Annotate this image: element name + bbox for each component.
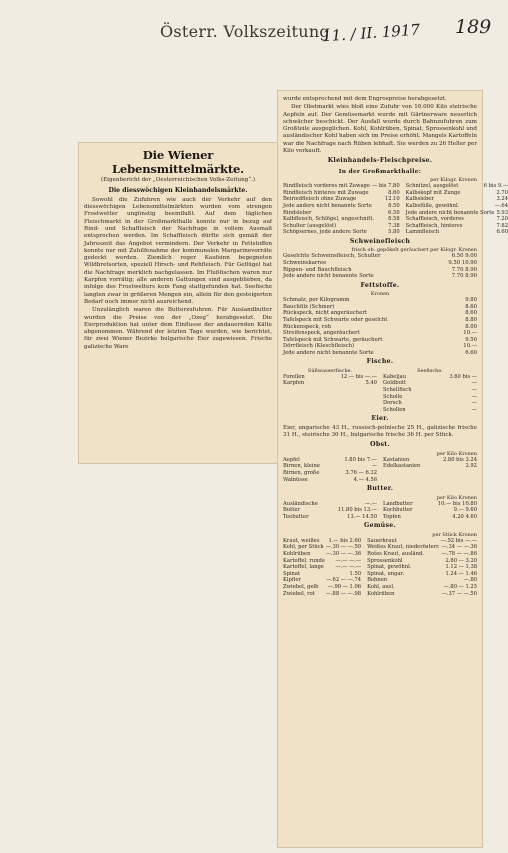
price-value: — xyxy=(371,463,377,470)
price-row xyxy=(283,470,377,477)
price-value: 1.12 — 1.38 xyxy=(445,564,478,571)
price-item-name: Schaffleisch, vorderes xyxy=(405,216,464,223)
price-row xyxy=(283,463,377,470)
price-value: —.34 — —.36 xyxy=(441,544,478,551)
price-row xyxy=(283,551,361,558)
price-row xyxy=(383,387,477,394)
price-value: 7.38 xyxy=(388,222,400,229)
price-row xyxy=(367,591,477,598)
price-row xyxy=(383,463,477,470)
price-value: 3.24 xyxy=(496,196,508,203)
price-value: —.— —.— xyxy=(335,564,362,571)
unit-label: per Kilogr. Kronen xyxy=(430,177,477,184)
price-value: 5.93 xyxy=(496,209,508,216)
price-item-name: Rückspeck, nicht angeräuchert xyxy=(283,310,368,317)
price-row xyxy=(283,501,377,508)
price-item-name: Rückenspeck, roh xyxy=(283,323,332,330)
article-paragraph: Sowohl die Zufuhren wie auch der Verkehr auf den diesswöchigen Lebensmittelmärkten wurden vom strengen Frostwetter ungünstig beeinflußt. Auf dem täglichen Fleischmarkt in der Großmarkthalle konnte nur in bezug auf Rind- und Schaffleisch der Nachfrage in vollem Ausmaß entsprochen werden. Im Schaffleisch dürfte sich gemäß der Jahreszeit das Angebot vermindern. Der Verkehr in Fettstoffen konnte nur mit Zuhilfenahme der kommunalen Margarinevorräte gedeckt werden. Ziemlich reger Kaufsinn begegneten Wildbretsorten, speziell Hirsch- und Rehfleisch. Für Geflügel hat die Nachfrage merklich nachgelassen. Im Flußfischen waren nur Karpfen vorrätig; alle anderen Gattungen sind ausgeblieben, da infolge des Frostwetters kein Fang stattgefunden hat. Seefische langten zwar in größeren Mengen ein, allein für den gesteigerten Bedarf noch immer nicht ausreichend. xyxy=(84,196,272,305)
price-item-name: Kochbutter xyxy=(383,507,413,514)
price-row xyxy=(283,229,400,236)
section-gemuese: Gemüse. xyxy=(364,522,396,530)
price-value: —.30 — —.50 xyxy=(325,544,362,551)
price-row xyxy=(406,190,508,197)
price-value: 3.76 — 6.32 xyxy=(345,470,377,477)
price-item-name: Kalbskopf mit Zunge xyxy=(405,189,461,196)
price-value: 6.60 xyxy=(496,229,508,236)
price-row xyxy=(283,304,477,311)
price-value: 7.70 8.90 xyxy=(451,273,477,280)
price-item-name: Kipfler xyxy=(283,577,301,584)
price-row xyxy=(283,183,400,190)
price-value: 2.80 — 3.20 xyxy=(445,557,478,564)
price-item-name: Birnen, große xyxy=(283,470,320,477)
price-row xyxy=(383,514,477,521)
price-row xyxy=(283,514,377,521)
price-item-name: Birnen, kleine xyxy=(283,463,320,470)
gemuese-price-table xyxy=(283,538,477,597)
price-item-name: Jede andere nicht benannte Sorte xyxy=(283,349,374,356)
price-value: 12.— bis —.— xyxy=(340,373,377,380)
price-row xyxy=(283,203,400,210)
price-value: 8.58 xyxy=(388,216,400,223)
price-row xyxy=(283,343,477,350)
price-item-name: Kartoffel, runde xyxy=(283,557,325,564)
price-item-name: Kohlrüben xyxy=(367,590,395,597)
price-item-name: Topfen xyxy=(383,513,401,520)
newspaper-masthead: Österr. Volkszeitung xyxy=(160,22,330,41)
price-row xyxy=(406,183,508,190)
price-row xyxy=(383,507,477,514)
price-item-name: Landbutter xyxy=(383,500,413,507)
price-item-name: Schnitzel, ausgelöst xyxy=(405,183,459,190)
price-value: 8.50 xyxy=(388,202,400,209)
price-value: 6.60 xyxy=(465,349,477,356)
price-value: 7.82 xyxy=(496,222,508,229)
price-row xyxy=(406,203,508,210)
price-item-name: Schmalz, per Kilogramm xyxy=(283,297,350,304)
price-value: 7.20 xyxy=(496,216,508,223)
price-value: 2.92 xyxy=(465,463,477,470)
section-obst: Obst. xyxy=(370,441,390,449)
price-row xyxy=(283,477,377,484)
price-item-name: Spinat, ungar. xyxy=(367,570,405,577)
section-eier: Eier. xyxy=(371,415,389,423)
price-value: 10.— xyxy=(463,343,477,350)
price-row xyxy=(283,273,477,280)
price-value: 3.60 bis — xyxy=(449,373,477,380)
price-row xyxy=(283,253,477,260)
price-item-name: Sauerkraut xyxy=(367,537,397,544)
price-value: 4.20 4.60 xyxy=(452,513,477,520)
price-item-name: Schollen xyxy=(383,406,406,413)
price-value: — xyxy=(471,387,477,394)
price-value: 10.— bis 10.80 xyxy=(437,500,477,507)
section-fleisch-title: Kleinhandels-Fleischpreise. xyxy=(327,157,433,165)
price-row xyxy=(283,190,400,197)
price-item-name: Beiriedfleisch ohne Zuwage xyxy=(283,196,357,203)
price-item-name: Butter xyxy=(283,507,300,514)
price-item-name: Geselchte Schweinsfleisch, Schulter xyxy=(283,253,381,260)
obst-price-table xyxy=(283,457,477,483)
price-row xyxy=(283,324,477,331)
fisch-price-table xyxy=(283,368,477,414)
eier-paragraph: Eier, ungarische 43 H., russisch-polnische 25 H., galizische frische 31 H., steirische 30 H., bulgarische frische 36 H. per Stück. xyxy=(283,424,477,439)
section-schweinefleisch: Schweinefleisch xyxy=(349,237,411,245)
unit-label: per Kilo Kronen xyxy=(436,494,477,501)
price-row xyxy=(283,584,361,591)
price-item-name: Forellen xyxy=(283,373,305,380)
price-item-name: Streifenspeck, angeräuchert xyxy=(283,330,360,337)
price-row xyxy=(367,558,477,565)
article-source: (Eigenbericht der „Oesterreichischen Volks-Zeitung“.) xyxy=(100,177,256,183)
price-value: 6.50 xyxy=(388,209,400,216)
price-row xyxy=(283,223,400,230)
clipping-left xyxy=(78,142,278,464)
price-item-name: Schellfisch xyxy=(383,387,412,394)
price-value: 8.60 xyxy=(388,189,400,196)
price-row xyxy=(367,584,477,591)
price-value: 8.60 xyxy=(465,303,477,310)
article-subtitle: Die diesswöchigen Kleinhandelsmärkte. xyxy=(108,186,248,194)
price-item-name: Rindfleisch hinteres mit Zuwage xyxy=(283,189,369,196)
price-value: —.— xyxy=(364,500,377,507)
price-row xyxy=(283,350,477,357)
price-row xyxy=(283,591,361,598)
price-value: —.62 — —.74 xyxy=(325,577,362,584)
price-value: 5.40 xyxy=(365,380,377,387)
price-row xyxy=(406,229,508,236)
schwein-price-table xyxy=(283,253,477,279)
article-paragraph: Unzulänglich waren die Butterzufuhren. Für Auslandbutter wurden die Preise von der „Ozeg“ herabgesetzt. Die Eierproduktion hat unter dem Einflusse der andauernden Kälte abgenommen. Während der letzten Tage wurden, wie berichtet, für zwei Wiener Bezirke bulgarische Eier zugewiesen. Frische galizische Ware xyxy=(84,307,272,350)
price-row xyxy=(383,407,477,414)
price-item-name: Kohlrüben xyxy=(283,551,311,557)
price-item-name: Kohl, per Stück xyxy=(283,544,324,551)
price-value: 6.50 9.00 xyxy=(451,253,477,260)
price-item-name: Kartoffel, lange xyxy=(283,564,324,571)
price-value: 12.10 xyxy=(384,196,400,203)
price-item-name: Edelkastanien xyxy=(383,463,421,470)
price-value: —.30 — —.36 xyxy=(325,551,362,557)
price-item-name: Schaffleisch, hinteres xyxy=(405,222,463,229)
price-item-name: Rindfleisch vorderes mit Zuwage xyxy=(283,183,370,190)
price-item-name: Rippen- und Bauchfleisch xyxy=(283,266,352,273)
price-item-name: Tafelspeck mit Schwarte oder geselcht xyxy=(283,316,388,323)
price-row xyxy=(283,544,361,551)
price-row xyxy=(283,571,361,578)
price-row xyxy=(406,210,508,217)
price-row xyxy=(383,501,477,508)
price-item-name: Weißes Kraut, niederösterr. xyxy=(367,544,440,551)
fett-price-table xyxy=(283,297,477,356)
price-row xyxy=(283,564,361,571)
price-item-name: Dorsch xyxy=(383,400,402,407)
price-value: —.64 xyxy=(494,202,508,209)
price-value: 9.— 9.60 xyxy=(453,507,477,514)
price-item-name: Goldbutt xyxy=(383,380,407,387)
price-row xyxy=(283,380,377,387)
section-fische: Fische. xyxy=(366,358,394,366)
price-value: 7.70 8.90 xyxy=(451,266,477,273)
price-item-name: Aepfel xyxy=(283,456,300,463)
price-row xyxy=(383,400,477,407)
price-value: 4.— 4.56 xyxy=(353,476,377,483)
price-item-name: Rotes Kraut, ausländ. xyxy=(367,551,424,557)
price-row xyxy=(367,538,477,545)
price-value: 6 bis 9.— xyxy=(483,183,508,190)
price-value: — xyxy=(471,380,477,387)
fisch-subhead: Süßwasserfische. xyxy=(307,367,353,374)
price-row xyxy=(383,457,477,464)
unit-label: frisch ob. gepökelt geräuchert per Kilogr. Kronen xyxy=(351,247,477,254)
price-value: —.37 — —.50 xyxy=(441,590,478,597)
archive-card-header xyxy=(0,0,504,62)
unit-label: per Stück Kronen xyxy=(432,531,477,538)
price-row xyxy=(367,544,477,551)
price-value: 1.— bis 2.60 xyxy=(328,537,362,544)
price-item-name: Kohl, ausl. xyxy=(367,583,395,590)
price-value: —.88 — —.98 xyxy=(325,590,362,597)
article-continuation: wurde entsprechend mit dem Engrospreise herabgesetzt. xyxy=(283,96,447,102)
price-item-name: Kalbsleber xyxy=(405,196,434,203)
price-row xyxy=(283,330,477,337)
price-row xyxy=(406,196,508,203)
price-row xyxy=(283,210,400,217)
price-value: 1.24 — 1.46 xyxy=(445,570,478,577)
price-row xyxy=(383,394,477,401)
price-item-name: Sprossenkohl xyxy=(367,557,403,564)
clipping-right xyxy=(277,90,508,848)
section-butter: Butter. xyxy=(366,485,394,493)
handwritten-date: 11. / II. 1917 xyxy=(321,20,421,46)
price-item-name: Kastanien xyxy=(383,456,410,463)
obstmarkt-paragraph: Der Obstmarkt wies bloß eine Zufuhr von 10.000 Kilo steirische Aepfeln auf. Der Gemüsemarkt wurde mit Gärtnerware neuerlich schwächer beschickt. Der Ausfall wurde durch Bahnzufuhren zum Großteile ausgeglichen. Kohl, Kohlrüben, Spinat, Sprossenkohl und ausländischer Kohl haben sich im Preise erhöht. Mangels Kartoffeln war die Nachfrage nach Rüben lebhaft. Sie werden zu 26 Heller per Kilo verkauft. xyxy=(283,104,477,155)
price-item-name: Walnüsse xyxy=(283,476,308,483)
price-item-name: Jede andere nicht benannte Sorte xyxy=(283,273,374,280)
price-value: 1.50 xyxy=(349,570,362,577)
price-item-name: Rindsleber xyxy=(283,209,312,216)
price-item-name: Jede andere nicht benannte Sorte xyxy=(283,202,372,209)
price-row xyxy=(283,457,377,464)
price-row xyxy=(283,297,477,304)
price-row xyxy=(367,564,477,571)
price-item-name: Karpfen xyxy=(283,380,305,387)
price-row xyxy=(367,577,477,584)
price-item-name: Spinat, gewöhnl. xyxy=(367,564,412,571)
butter-price-table xyxy=(283,501,477,521)
article-title: Die Wiener Lebensmittelmärkte. xyxy=(111,148,245,176)
price-item-name: Kabeljau xyxy=(383,373,407,380)
price-value: 9.80 xyxy=(465,297,477,304)
price-value: 1.80 bis 7.— xyxy=(344,456,377,463)
price-value: —.— —.— xyxy=(335,557,362,564)
price-row xyxy=(283,267,477,274)
price-value: — xyxy=(471,400,477,407)
price-value: 10.— xyxy=(463,330,477,337)
price-item-name: Spinat xyxy=(283,570,301,577)
price-value: 13.— 14.50 xyxy=(347,513,377,520)
price-item-name: Schöpsernes, jede andere Sorte xyxy=(283,229,367,236)
price-row xyxy=(283,317,477,324)
price-value: —.90 — 1.06 xyxy=(327,583,362,590)
price-value: —.80 — 1.25 xyxy=(443,583,478,590)
price-item-name: Zwiebel, rot xyxy=(283,590,315,597)
price-item-name: Zwiebel, gelb xyxy=(283,583,319,590)
price-value: 9.50 xyxy=(465,336,477,343)
price-item-name: Tafelspeck mit Schwarte, geräuchert xyxy=(283,336,383,343)
price-item-name: Kalbfleisch, Schlögel, ungeschnitt. xyxy=(283,216,375,223)
price-row xyxy=(367,571,477,578)
price-value: 2.80 bis 3.24 xyxy=(442,456,477,463)
price-item-name: Bauchfilz (Schmer) xyxy=(283,303,335,310)
unit-label: Kronen xyxy=(370,291,390,298)
price-row xyxy=(283,216,400,223)
price-row xyxy=(383,380,477,387)
price-item-name: Teebutter xyxy=(283,513,309,520)
price-row xyxy=(383,374,477,381)
price-row xyxy=(367,551,477,558)
price-value: —.52 bis —.— xyxy=(440,537,478,544)
price-item-name: Kraut, weißes xyxy=(283,537,320,544)
price-value: 8.00 xyxy=(465,323,477,330)
price-row xyxy=(406,223,508,230)
price-value: 9.50 10.90 xyxy=(448,259,477,266)
price-row xyxy=(283,374,377,381)
price-item-name: Dörrfleisch (Kleschfleisch) xyxy=(283,343,355,350)
price-item-name: Kalbsfüße, gewöhnl. xyxy=(405,202,460,209)
price-item-name: Schulter (ausgelöst) xyxy=(283,222,337,229)
price-row xyxy=(283,196,400,203)
price-value: — xyxy=(471,393,477,400)
price-item-name: Lammfleisch xyxy=(405,229,440,236)
price-row xyxy=(406,216,508,223)
price-value: 11.80 bis 13.— xyxy=(337,507,377,514)
price-row xyxy=(283,310,477,317)
section-fettstoffe: Fettstoffe. xyxy=(360,281,400,289)
section-grossmarkthalle: In der Großmarkthalle: xyxy=(338,168,422,175)
rind-price-table xyxy=(283,183,508,236)
price-row xyxy=(283,577,361,584)
price-row xyxy=(283,538,361,545)
price-item-name: Jede andere nicht benannte Sorte xyxy=(405,209,495,216)
handwritten-page-number: 189 xyxy=(455,16,492,38)
fisch-subhead: Seefische. xyxy=(417,367,443,374)
price-value: — xyxy=(471,406,477,413)
price-value: 2.70 xyxy=(496,189,508,196)
price-value: 8.80 xyxy=(465,316,477,323)
price-item-name: Scholle xyxy=(383,393,403,400)
price-value: 5.80 xyxy=(388,229,400,236)
price-value: —.78 — —.86 xyxy=(441,551,478,557)
price-row xyxy=(283,558,361,565)
price-value: —.80 xyxy=(463,577,478,584)
unit-label: per Kilo Kronen xyxy=(436,450,477,457)
price-item-name: Ausländische xyxy=(283,500,318,507)
price-value: 8.60 xyxy=(465,310,477,317)
price-row xyxy=(283,260,477,267)
price-value: — bis 7.80 xyxy=(371,183,400,190)
price-item-name: Bohnen xyxy=(367,577,388,584)
price-row xyxy=(283,507,377,514)
price-item-name: Schweinskarree xyxy=(283,259,327,266)
